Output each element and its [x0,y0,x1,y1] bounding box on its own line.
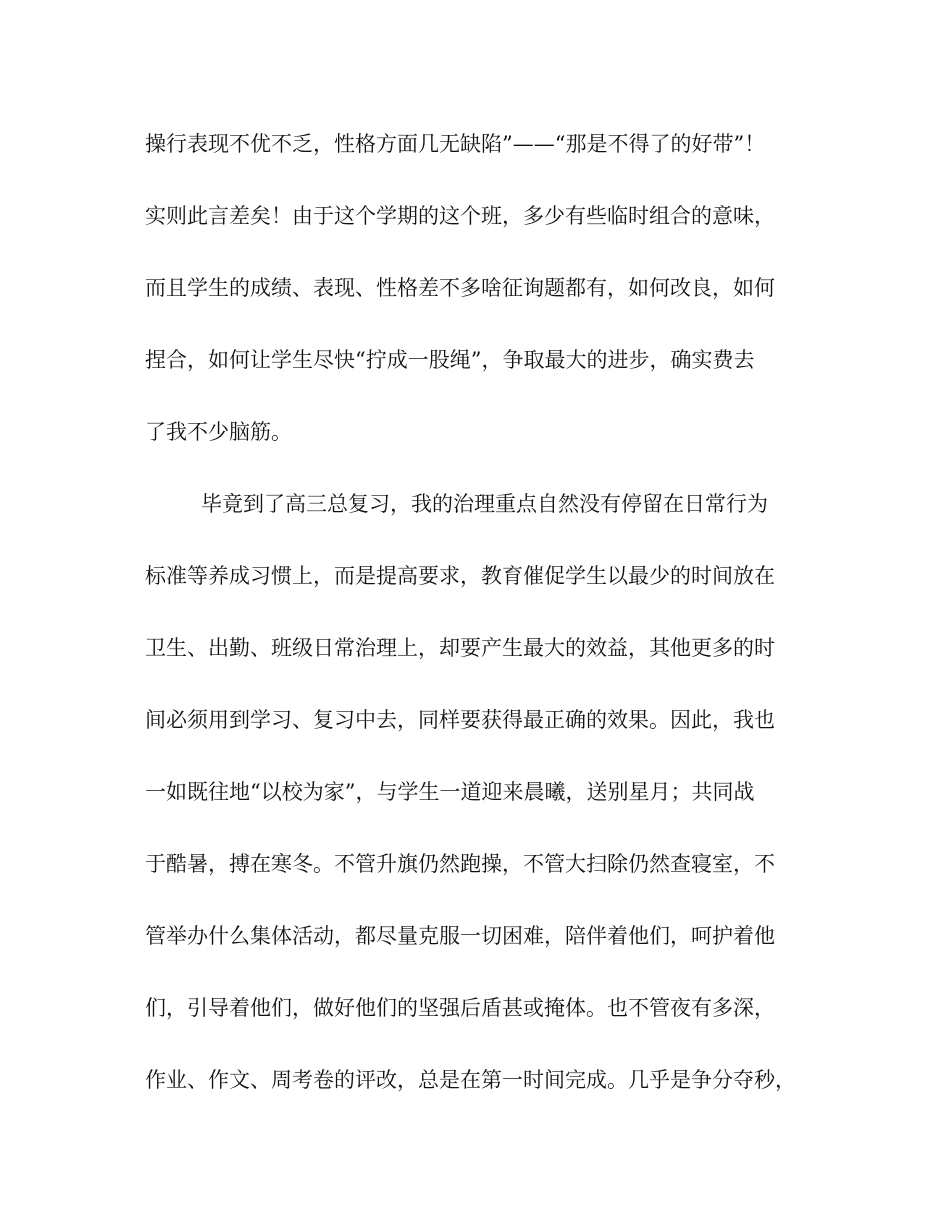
text-line: 了我不少脑筋。 [145,420,292,444]
text-line: 管举办什么集体活动，都尽量克服一切困难，陪伴着他们，呵护着他 [145,924,775,948]
text-line: 实则此言差矣！由于这个学期的这个班，多少有些临时组合的意味， [145,204,775,228]
text-line: 一如既往地“以校为家”，与学生一道迎来晨曦，送别星月；共同战 [145,780,755,804]
text-line: 标准等养成习惯上，而是提高要求，教育催促学生以最少的时间放在 [145,564,775,588]
text-line: 们，引导着他们，做好他们的坚强后盾甚或掩体。也不管夜有多深， [145,996,775,1020]
paragraph-first-line: 毕竟到了高三总复习，我的治理重点自然没有停留在日常行为 [201,492,768,516]
body-text [145,122,815,1130]
text-line: 捏合，如何让学生尽快“拧成一股绳”，争取最大的进步，确实费去 [145,348,755,372]
text-line: 而且学生的成绩、表现、性格差不多啥征询题都有，如何改良，如何 [145,276,775,300]
text-line: 卫生、出勤、班级日常治理上，却要产生最大的效益，其他更多的时 [145,636,775,660]
text-line: 作业、作文、周考卷的评改，总是在第一时间完成。几乎是争分夺秒， [145,1068,796,1092]
text-line: 间必须用到学习、复习中去，同样要获得最正确的效果。因此，我也 [145,708,775,732]
text-line: 于酷暑，搏在寒冬。不管升旗仍然跑操，不管大扫除仍然查寝室，不 [145,852,775,876]
text-line: 操行表现不优不乏，性格方面几无缺陷”——“那是不得了的好带”！ [145,132,766,156]
